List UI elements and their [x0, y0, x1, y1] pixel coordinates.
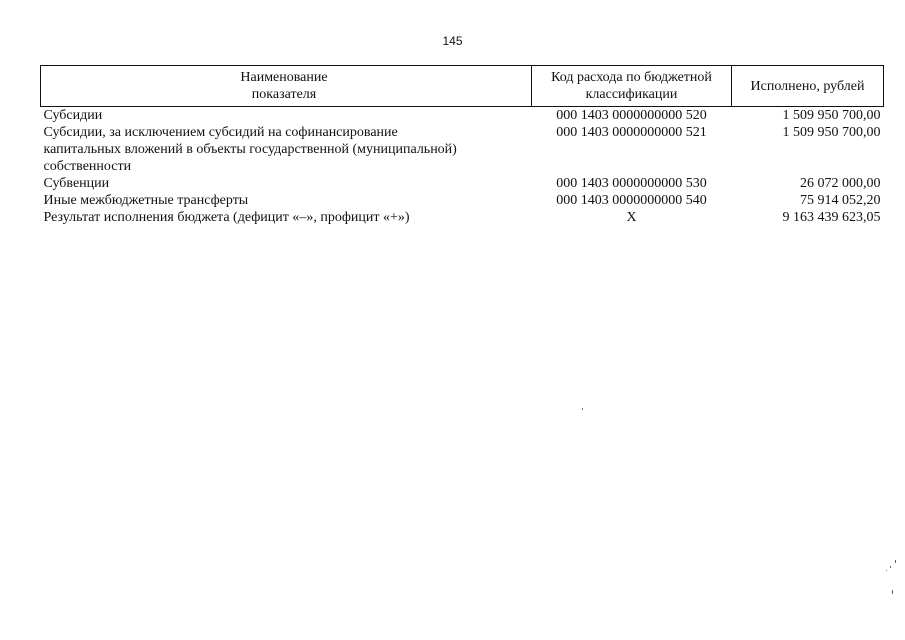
row-name [41, 124, 532, 175]
scan-speck [892, 590, 893, 594]
scan-speck [886, 570, 887, 571]
row-name [41, 209, 532, 226]
row-name-line: капитальных вложений в объекты государственной (муниципальной) [43, 142, 457, 157]
header-name-line: Наименование [240, 70, 328, 85]
table-header-row [41, 66, 884, 107]
row-value: 75 914 052,20 [800, 193, 881, 208]
table-row [41, 192, 884, 209]
row-code: 000 1403 0000000000 540 [556, 193, 707, 208]
header-indicator-name [41, 66, 532, 107]
table-row [41, 175, 884, 192]
row-name-line: Субвенции [43, 176, 110, 191]
row-name [41, 175, 532, 192]
table-row [41, 124, 884, 175]
table-row [41, 209, 884, 226]
row-value: 9 163 439 623,05 [782, 210, 881, 225]
row-name-line: собственности [43, 159, 132, 174]
table-row [41, 107, 884, 125]
row-name [41, 192, 532, 209]
page-number: 145 [442, 34, 463, 48]
row-value: 1 509 950 700,00 [782, 125, 881, 140]
row-name-line: Субсидии [43, 108, 103, 123]
row-code: 000 1403 0000000000 530 [556, 176, 707, 191]
header-code-line: классификации [585, 87, 678, 102]
row-value: 26 072 000,00 [800, 176, 881, 191]
row-name-line: Результат исполнения бюджета (дефицит «–», профицит «+») [43, 210, 410, 225]
row-name-line: Субсидии, за исключением субсидий на софинансирование [43, 125, 398, 140]
budget-execution-table [40, 65, 884, 226]
scan-speck [890, 566, 891, 568]
row-code: 000 1403 0000000000 521 [556, 125, 707, 140]
row-name-line: Иные межбюджетные трансферты [43, 193, 249, 208]
header-executed-value: Исполнено, рублей [732, 66, 884, 107]
row-code: 000 1403 0000000000 520 [556, 108, 707, 123]
row-code: X [626, 210, 637, 225]
scan-speck [582, 408, 583, 410]
header-name-line: показателя [251, 87, 317, 102]
header-code-line: Код расхода по бюджетной [551, 70, 712, 85]
header-expense-code [532, 66, 732, 107]
row-value: 1 509 950 700,00 [782, 108, 881, 123]
scan-speck [895, 560, 896, 563]
row-name [41, 107, 532, 125]
